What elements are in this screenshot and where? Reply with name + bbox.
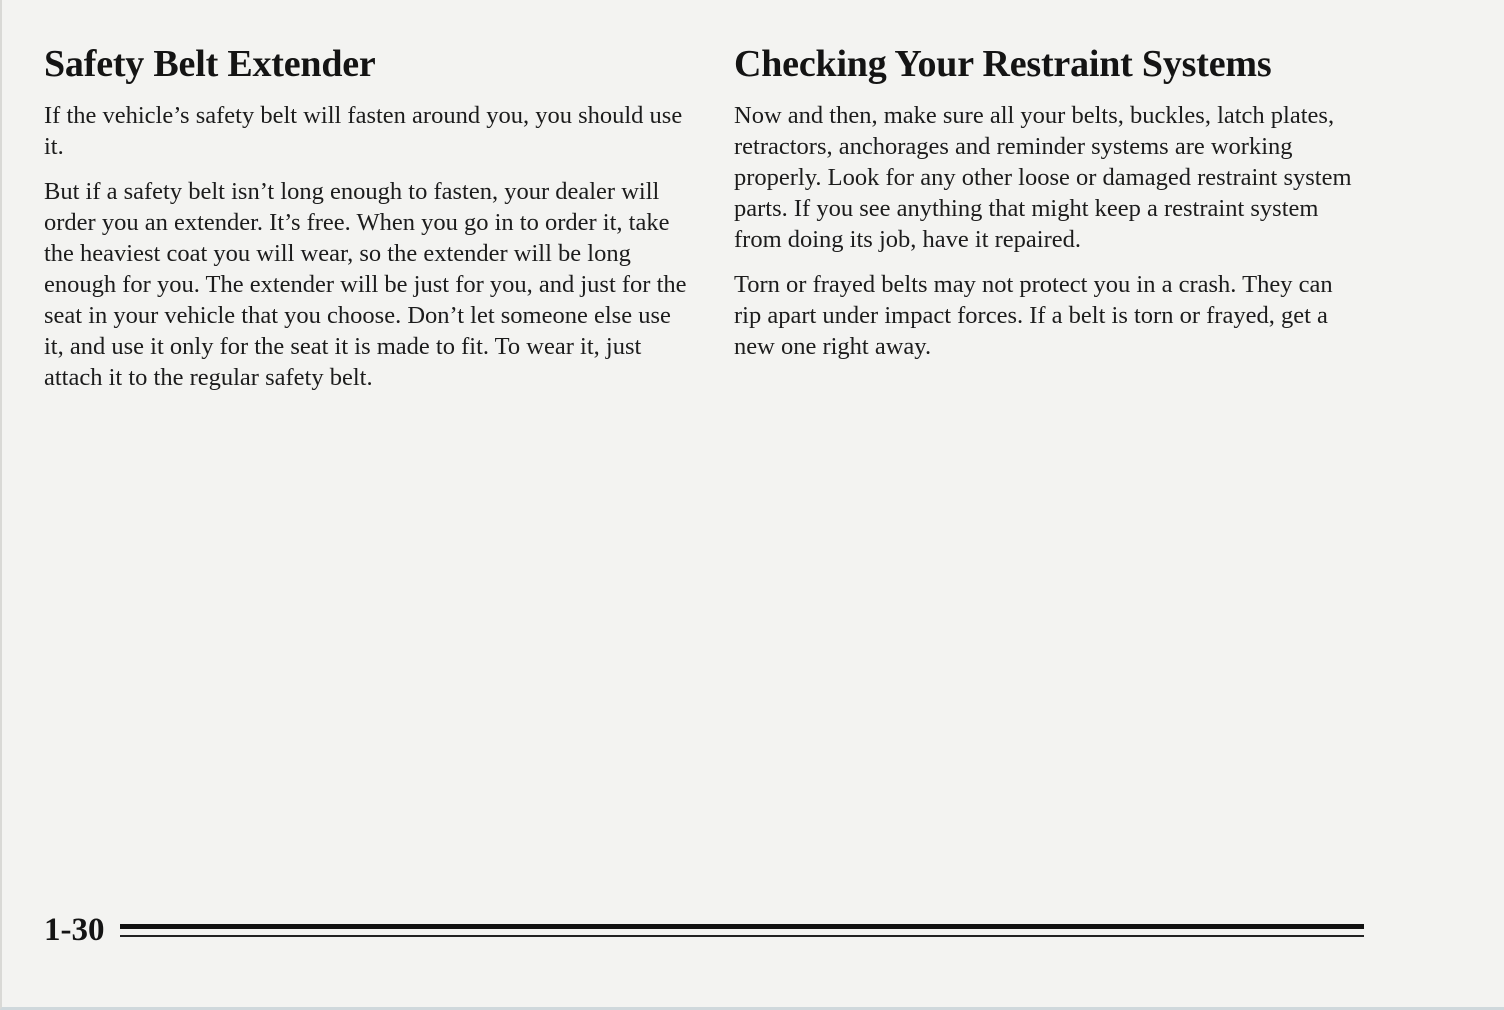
footer-rule bbox=[120, 924, 1364, 929]
safety-belt-extender-section bbox=[44, 40, 689, 407]
paragraph: Now and then, make sure all your belts, buckles, latch plates, retractors, anchorages and reminder systems are working properly. Look for any other loose or damaged restraint system parts. If you see anything that might keep a restraint system from doing its job, have it repaired. bbox=[734, 102, 1352, 253]
checking-restraint-systems-section bbox=[734, 40, 1359, 376]
page-number: 1-30 bbox=[44, 912, 105, 948]
section-heading: Safety Belt Extender bbox=[44, 43, 376, 85]
paragraph: If the vehicle’s safety belt will fasten around you, you should use it. bbox=[44, 102, 683, 160]
paragraph: Torn or frayed belts may not protect you in a crash. They can rip apart under impact forces. If a belt is torn or frayed, get a new one right away. bbox=[734, 271, 1333, 360]
section-heading: Checking Your Restraint Systems bbox=[734, 43, 1272, 85]
paragraph: But if a safety belt isn’t long enough to fasten, your dealer will order you an extender. It’s free. When you go in to order it, take the heaviest coat you will wear, so the extender will be long enough for you. The extender will be just for you, and just for the seat in your vehicle that you choose. Don’t let someone else use it, and use it only for the seat it is made to fit. To wear it, just attach it to the regular safety belt. bbox=[44, 178, 687, 391]
footer-rule-thin bbox=[120, 935, 1364, 937]
page-footer bbox=[44, 908, 1364, 952]
